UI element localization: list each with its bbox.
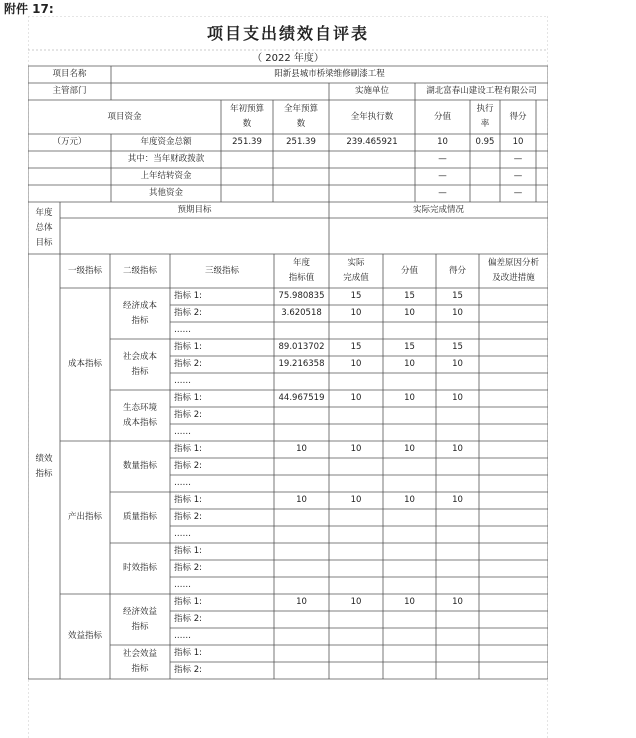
indicator-score-value <box>383 543 436 560</box>
indicator-name: 指标 1: <box>174 648 202 658</box>
indicator-target <box>274 509 329 526</box>
indicator-score <box>436 458 479 475</box>
indicator-target: 19.216358 <box>278 359 325 369</box>
funds-value: — <box>513 154 523 164</box>
level2-indicator: 经济效益 指标 <box>122 606 157 632</box>
indicator-name: 指标 2: <box>174 665 202 675</box>
level2-indicator: 经济成本 指标 <box>122 300 157 326</box>
indicator-score: 15 <box>452 291 463 301</box>
indicator-actual <box>329 373 383 390</box>
funds-header: 年初预算 数 <box>229 104 264 129</box>
project-name-value: 阳新县城市桥梁维修刷漆工程 <box>274 69 385 79</box>
indicator-name: 指标 2: <box>174 512 202 522</box>
indicator-actual: 10 <box>350 359 362 369</box>
indicator-score: 15 <box>452 342 463 352</box>
indicator-score-value <box>383 407 436 424</box>
indicator-score-value <box>383 373 436 390</box>
funds-value: — <box>513 188 523 198</box>
indicator-target <box>274 475 329 492</box>
indicator-name: 指标 2: <box>174 308 202 318</box>
department-label: 主管部门 <box>52 86 87 96</box>
indicator-actual <box>329 577 383 594</box>
indicator-target <box>274 611 329 628</box>
funds-value <box>329 151 415 168</box>
funds-label: 项目资金 <box>107 111 142 122</box>
indicator-name: 指标 2: <box>174 461 202 471</box>
indicator-actual <box>329 543 383 560</box>
evaluation-form <box>28 16 548 738</box>
indicator-target: 89.013702 <box>278 342 325 352</box>
funds-value <box>329 168 415 185</box>
indicator-target <box>274 526 329 543</box>
level1-indicator: 效益指标 <box>67 631 102 641</box>
indicator-score-value: 10 <box>404 359 415 369</box>
indicator-actual <box>329 509 383 526</box>
indicator-score: 10 <box>452 495 463 505</box>
indicator-score <box>436 577 479 594</box>
indicator-name: 指标 1: <box>174 495 202 505</box>
implementer-label: 实施单位 <box>354 86 389 96</box>
indicator-name: 指标 2: <box>174 410 202 420</box>
indicator-score-value <box>383 645 436 662</box>
funds-value: 239.465921 <box>346 137 398 147</box>
indicator-name: 指标 1: <box>174 342 202 352</box>
page-title: 项目支出绩效自评表 <box>206 23 369 43</box>
indicator-score <box>436 628 479 645</box>
indicator-actual: 10 <box>350 444 362 454</box>
funds-value <box>221 168 273 185</box>
indicator-name: 指标 1: <box>174 546 202 556</box>
funds-value <box>273 185 329 202</box>
indicator-header-level1: 一级指标 <box>67 265 102 276</box>
indicator-name: 指标 2: <box>174 614 202 624</box>
indicator-target <box>274 628 329 645</box>
indicator-actual: 15 <box>350 342 362 352</box>
indicator-score <box>436 645 479 662</box>
funds-value: — <box>438 171 447 181</box>
funds-row-label: 年度资金总额 <box>140 137 192 147</box>
indicator-target: 10 <box>296 444 307 454</box>
indicator-actual <box>329 526 383 543</box>
indicator-actual: 10 <box>350 393 362 403</box>
expected-goal-header: 预期目标 <box>177 204 212 215</box>
indicator-score-value <box>383 577 436 594</box>
indicator-header-level2: 二级指标 <box>122 265 157 276</box>
actual-completion-header: 实际完成情况 <box>412 204 464 215</box>
indicator-name: 指标 1: <box>174 444 202 454</box>
indicator-score <box>436 662 479 679</box>
indicator-score <box>436 322 479 339</box>
indicator-actual <box>329 611 383 628</box>
indicator-target <box>274 577 329 594</box>
indicator-score-value <box>383 526 436 543</box>
indicator-target: 3.620518 <box>281 308 322 318</box>
indicator-name: …… <box>174 580 191 590</box>
indicator-score: 10 <box>452 444 463 454</box>
indicator-name: …… <box>174 325 191 335</box>
funds-value <box>329 185 415 202</box>
indicator-name: …… <box>174 631 191 641</box>
funds-header: 执行 率 <box>476 104 494 129</box>
indicator-score-value <box>383 509 436 526</box>
attachment-label: 附件 17: <box>4 2 54 16</box>
indicator-name: 指标 1: <box>174 291 202 301</box>
indicator-target: 75.980835 <box>278 291 325 301</box>
indicator-score <box>436 526 479 543</box>
indicator-actual <box>329 475 383 492</box>
indicator-header-score_value: 分值 <box>400 265 418 276</box>
indicator-actual <box>329 628 383 645</box>
indicator-name: …… <box>174 478 191 488</box>
funds-value <box>470 185 500 202</box>
level2-indicator: 时效指标 <box>122 563 157 573</box>
funds-row-label: 上年结转资金 <box>140 171 192 181</box>
funds-value: — <box>438 154 447 164</box>
level1-indicator: 产出指标 <box>67 512 102 522</box>
funds-row-label: 其中：当年财政拨款 <box>127 154 205 164</box>
indicator-actual: 10 <box>350 597 362 607</box>
indicator-score-value <box>383 560 436 577</box>
indicator-target <box>274 424 329 441</box>
funds-value: 10 <box>437 137 448 147</box>
indicator-score <box>436 509 479 526</box>
level2-indicator: 数量指标 <box>122 461 157 471</box>
level1-indicator: 成本指标 <box>67 359 102 369</box>
indicator-score <box>436 543 479 560</box>
funds-row-label: 其他资金 <box>148 188 183 198</box>
indicator-header-level3: 三级指标 <box>204 265 239 276</box>
level2-indicator: 社会效益 指标 <box>122 649 157 674</box>
funds-value <box>221 185 273 202</box>
indicator-score: 10 <box>452 393 463 403</box>
indicator-score <box>436 407 479 424</box>
funds-value <box>273 168 329 185</box>
funds-value: 251.39 <box>232 137 262 147</box>
indicator-score-value <box>383 662 436 679</box>
year-label: （ 2022 年度） <box>252 52 324 64</box>
indicator-actual: 10 <box>350 495 362 505</box>
funds-header: 得分 <box>509 111 527 122</box>
indicator-score: 10 <box>452 597 463 607</box>
indicator-name: …… <box>174 529 191 539</box>
project-name-label: 项目名称 <box>52 69 87 79</box>
funds-value: 0.95 <box>475 137 495 147</box>
indicator-target <box>274 373 329 390</box>
indicator-actual <box>329 407 383 424</box>
indicator-target: 10 <box>296 597 307 607</box>
department-value <box>111 83 329 100</box>
indicator-score-value: 10 <box>404 393 415 403</box>
implementer-value: 湖北富春山建设工程有限公司 <box>426 86 537 96</box>
indicator-target <box>274 543 329 560</box>
indicator-actual <box>329 458 383 475</box>
indicator-score-value: 10 <box>404 308 415 318</box>
indicator-score-value: 10 <box>404 495 415 505</box>
indicator-actual: 10 <box>350 308 362 318</box>
indicator-actual <box>329 424 383 441</box>
indicator-target: 10 <box>296 495 307 505</box>
indicator-score: 10 <box>452 308 463 318</box>
indicator-score-value <box>383 458 436 475</box>
level2-indicator: 社会成本 指标 <box>122 351 157 377</box>
indicator-header-reason: 偏差原因分析 及改进措施 <box>487 258 539 283</box>
indicator-name: 指标 2: <box>174 563 202 573</box>
indicator-score <box>436 373 479 390</box>
indicator-actual <box>329 322 383 339</box>
indicator-score <box>436 475 479 492</box>
indicator-target: 44.967519 <box>278 393 325 403</box>
indicator-score-value <box>383 611 436 628</box>
funds-value <box>221 151 273 168</box>
indicator-score <box>436 560 479 577</box>
funds-header: 全年预算 数 <box>283 104 318 129</box>
indicator-name: …… <box>174 427 191 437</box>
indicator-name: …… <box>174 376 191 386</box>
funds-header: 全年执行数 <box>350 111 394 122</box>
indicator-score-value: 10 <box>404 597 415 607</box>
funds-value: — <box>513 171 523 181</box>
indicator-score-value <box>383 475 436 492</box>
funds-value: 251.39 <box>286 137 316 147</box>
indicator-score <box>436 611 479 628</box>
level2-indicator: 质量指标 <box>122 512 157 522</box>
indicator-header-target: 年度 指标值 <box>288 258 315 283</box>
performance-indicator-label: 绩效 指标 <box>35 453 53 479</box>
indicator-score-value <box>383 424 436 441</box>
indicator-name: 指标 1: <box>174 393 202 403</box>
indicator-score: 10 <box>452 359 463 369</box>
indicator-score-value: 15 <box>404 342 415 352</box>
indicator-score-value <box>383 322 436 339</box>
indicator-actual: 15 <box>350 291 362 301</box>
indicator-target <box>274 560 329 577</box>
indicator-target <box>274 458 329 475</box>
indicator-score-value: 10 <box>404 444 415 454</box>
indicator-target <box>274 322 329 339</box>
indicator-score <box>436 424 479 441</box>
funds-value <box>470 151 500 168</box>
indicator-target <box>274 407 329 424</box>
funds-value: — <box>438 188 447 198</box>
indicator-name: 指标 2: <box>174 359 202 369</box>
funds-value <box>273 151 329 168</box>
indicator-name: 指标 1: <box>174 597 202 607</box>
indicator-actual <box>329 662 383 679</box>
level2-indicator: 生态环境 成本指标 <box>122 402 157 428</box>
indicator-target <box>274 645 329 662</box>
indicator-score-value <box>383 628 436 645</box>
funds-header: 分值 <box>433 111 451 122</box>
funds-value: 10 <box>512 137 524 147</box>
indicator-header-score: 得分 <box>448 265 466 276</box>
annual-goal-label: 年度 总体 目标 <box>35 207 53 248</box>
indicator-target <box>274 662 329 679</box>
funds-value <box>470 168 500 185</box>
indicator-score-value: 15 <box>404 291 415 301</box>
funds-unit: （万元） <box>52 137 87 147</box>
indicator-actual <box>329 560 383 577</box>
indicator-actual <box>329 645 383 662</box>
indicator-header-actual: 实际 完成值 <box>343 258 369 283</box>
